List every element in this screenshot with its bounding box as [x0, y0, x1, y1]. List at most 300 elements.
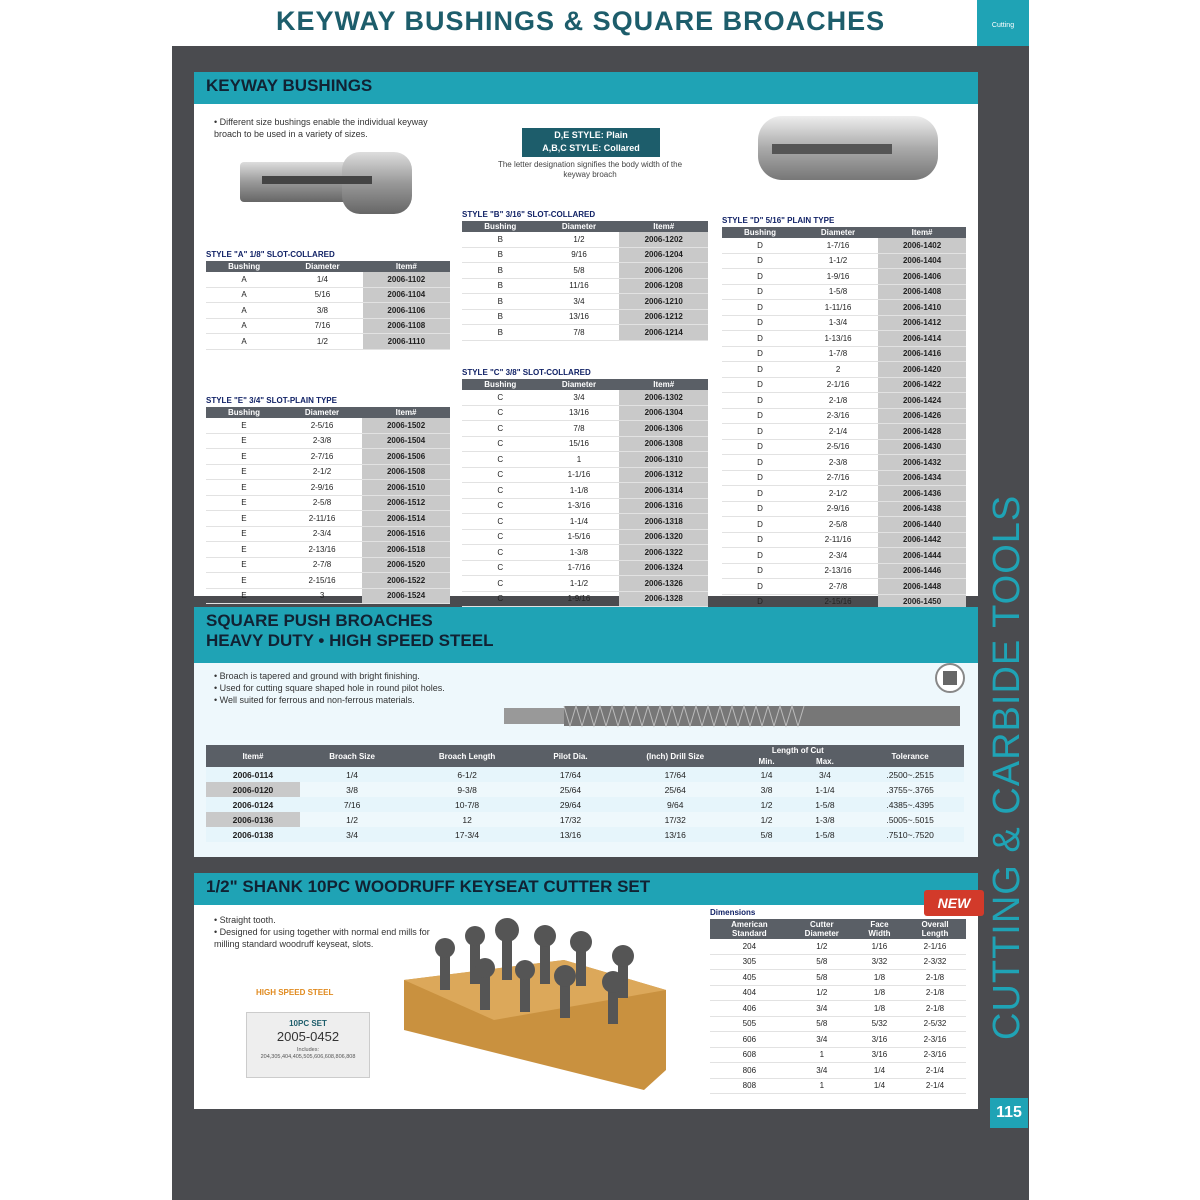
standard-cell: 808	[710, 1078, 789, 1094]
face-width-cell: 1/8	[855, 970, 904, 986]
table-row	[722, 439, 966, 455]
bushing-cell: C	[462, 576, 539, 592]
bushing-cell: E	[206, 542, 282, 558]
table-row	[462, 405, 708, 421]
item-number-cell: 2006-1524	[362, 588, 450, 604]
min-cell: 1/4	[739, 767, 793, 782]
keyway-bullet: • Different size bushings enable the individual keyway broach to be used in a variety of sizes.	[214, 117, 428, 139]
diameter-cell: 2-5/8	[798, 517, 878, 533]
item-number-cell: 2006-1412	[878, 315, 966, 331]
item-number-cell: 2006-1328	[619, 591, 708, 607]
diameter-cell: 3/4	[539, 390, 620, 405]
item-number-cell: 2006-1434	[878, 470, 966, 486]
table-row	[722, 424, 966, 440]
diameter-cell: 5/8	[539, 263, 620, 279]
face-width-cell: 3/32	[855, 954, 904, 970]
item-number-cell: 2006-1446	[878, 563, 966, 579]
set-item-box	[246, 1012, 370, 1078]
table-row	[722, 548, 966, 564]
diameter-cell: 15/16	[539, 436, 620, 452]
bushing-cell: C	[462, 560, 539, 576]
bushing-header: Bushing	[722, 227, 798, 238]
diameter-cell: 3/8	[282, 303, 362, 319]
item-number-cell: 2006-1442	[878, 532, 966, 548]
broach-size-cell: 1/4	[300, 767, 404, 782]
diameter-cell: 2-13/16	[798, 563, 878, 579]
face-width-cell: 5/32	[855, 1016, 904, 1032]
diameter-cell: 13/16	[539, 405, 620, 421]
diameter-header: Diameter	[539, 379, 620, 390]
table-row	[206, 557, 450, 573]
bushing-cell: D	[722, 393, 798, 409]
bushing-cell: A	[206, 287, 282, 303]
broach-length-cell: 17-3/4	[404, 827, 530, 842]
style-legend-plain: D,E STYLE: Plain	[554, 130, 628, 140]
item-number-cell: 2006-1326	[619, 576, 708, 592]
table-row	[462, 421, 708, 437]
table-row	[710, 1063, 966, 1079]
bushing-cell: D	[722, 594, 798, 610]
bushing-cell: A	[206, 303, 282, 319]
pilot-header: Pilot Dia.	[530, 745, 611, 767]
overall-length-cell: 2-1/8	[904, 1001, 966, 1017]
size-header: Broach Size	[300, 745, 404, 767]
broach-length-cell: 12	[462, 814, 472, 825]
item-number-cell: 2006-1422	[878, 377, 966, 393]
face-width-cell: 1/8	[855, 1001, 904, 1017]
tolerance-cell: .5005~.5015	[886, 814, 934, 825]
face-width-cell: 3/16	[855, 1032, 904, 1048]
face-width-cell: 1/16	[855, 939, 904, 954]
square-broaches-subtitle: HEAVY DUTY • HIGH SPEED STEEL	[206, 631, 494, 650]
face-width-header: Face Width	[855, 919, 904, 939]
set-label: 10PC SET	[289, 1019, 327, 1028]
table-row	[462, 529, 708, 545]
page-number: 115	[990, 1098, 1028, 1128]
item-number-cell: 2006-1444	[878, 548, 966, 564]
item-number-cell: 2006-1424	[878, 393, 966, 409]
table-row	[206, 287, 450, 303]
diameter-cell: 2-3/16	[798, 408, 878, 424]
table-row	[710, 1047, 966, 1063]
table-row	[462, 390, 708, 405]
bushing-cell: E	[206, 464, 282, 480]
overall-length-cell: 2-1/4	[904, 1063, 966, 1079]
table-row	[206, 526, 450, 542]
bushing-cell: C	[462, 545, 539, 561]
table-row	[206, 480, 450, 496]
diameter-header: Diameter	[282, 407, 362, 418]
item-number-cell: 2006-1510	[362, 480, 450, 496]
diameter-cell: 2-7/8	[798, 579, 878, 595]
table-row	[206, 464, 450, 480]
style-legend-collared: A,B,C STYLE: Collared	[542, 143, 640, 153]
bushing-cell: B	[462, 309, 539, 325]
item-number-cell: 2006-1448	[878, 579, 966, 595]
item-number-cell: 2006-1432	[878, 455, 966, 471]
overall-length-cell: 2-5/32	[904, 1016, 966, 1032]
table-row	[710, 954, 966, 970]
table-row	[722, 579, 966, 595]
bushing-cell: D	[722, 315, 798, 331]
bushing-cell: A	[206, 272, 282, 287]
table-row	[722, 362, 966, 378]
pilot-dia-cell: 25/64	[559, 784, 582, 795]
diameter-cell: 3	[282, 588, 362, 604]
table-header-row	[462, 379, 708, 390]
keyway-bushings-title: KEYWAY BUSHINGS	[194, 72, 978, 104]
overall-length-cell: 2-1/8	[904, 985, 966, 1001]
diameter-cell: 1-5/16	[539, 529, 620, 545]
table-row	[206, 827, 964, 842]
item-number-cell: 2006-1110	[363, 334, 450, 350]
table-row	[462, 263, 708, 279]
bushing-header: Bushing	[462, 221, 539, 232]
bushing-cell: D	[722, 269, 798, 285]
item-number-cell: 2006-1104	[363, 287, 450, 303]
standard-cell: 608	[710, 1047, 789, 1063]
drill-header: (Inch) Drill Size	[611, 745, 739, 767]
bushing-cell: B	[462, 294, 539, 310]
bushing-cell: E	[206, 526, 282, 542]
max-cell: 1-3/8	[815, 814, 835, 825]
table-row	[710, 985, 966, 1001]
item-number-cell: 2006-1108	[363, 318, 450, 334]
diameter-cell: 1-1/2	[539, 576, 620, 592]
overall-length-cell: 2-1/4	[904, 1078, 966, 1094]
pilot-dia-cell: 17/64	[530, 767, 611, 782]
item-number-cell: 2006-1420	[878, 362, 966, 378]
table-row	[722, 377, 966, 393]
table-row	[722, 331, 966, 347]
table-row	[206, 573, 450, 589]
style-legend-note: The letter designation signifies the body width of the keyway broach	[497, 160, 683, 179]
table-row	[462, 247, 708, 263]
diameter-cell: 2-1/2	[798, 486, 878, 502]
diameter-cell: 1-3/8	[539, 545, 620, 561]
woodruff-bullet: • Designed for using together with normal end mills for milling standard woodruff keyseat, slots.	[214, 927, 430, 949]
table-row	[710, 939, 966, 954]
bushing-cell: D	[722, 532, 798, 548]
item-number-cell: 2006-0138	[206, 827, 300, 842]
table-header-row	[462, 221, 708, 232]
bushing-cell: C	[462, 467, 539, 483]
table-row	[462, 232, 708, 247]
item-number-cell: 2006-1430	[878, 439, 966, 455]
table-row	[462, 514, 708, 530]
item-number-cell: 2006-0114	[206, 767, 300, 782]
standard-cell: 405	[710, 970, 789, 986]
table-row	[722, 238, 966, 253]
style-legend-box	[522, 128, 660, 157]
item-number-cell: 2006-1212	[619, 309, 708, 325]
bushing-cell: D	[722, 470, 798, 486]
drill-size-cell: 25/64	[664, 784, 686, 795]
table-row	[710, 970, 966, 986]
section-tab-label: Cutting	[991, 22, 1015, 29]
bushing-cell: E	[206, 511, 282, 527]
bushing-cell: B	[462, 247, 539, 263]
bushing-cell: E	[206, 495, 282, 511]
broach-length-cell: 6-1/2	[404, 767, 530, 782]
standard-cell: 606	[710, 1032, 789, 1048]
bushing-cell: C	[462, 421, 539, 437]
diameter-cell: 1-9/16	[798, 269, 878, 285]
diameter-cell: 1-3/4	[798, 315, 878, 331]
min-header: Min.	[739, 756, 793, 767]
item-number-cell: 2006-1314	[619, 483, 708, 499]
table-header-row	[710, 919, 966, 939]
item-number-cell: 2006-1214	[619, 325, 708, 341]
square-bullet: • Broach is tapered and ground with bright finishing.	[214, 671, 420, 681]
bushing-collared-image	[232, 150, 422, 220]
tolerance-cell: .3755~.3765	[886, 784, 934, 795]
length-of-cut-header: Length of Cut	[739, 745, 856, 756]
table-row	[206, 511, 450, 527]
table-row	[722, 501, 966, 517]
overall-length-header: Overall Length	[904, 919, 966, 939]
table-row	[462, 483, 708, 499]
style-d-table	[722, 227, 966, 626]
item-number-cell: 2006-1450	[878, 594, 966, 610]
item-number-cell: 2006-1204	[619, 247, 708, 263]
bushing-cell: A	[206, 318, 282, 334]
bushing-cell: D	[722, 548, 798, 564]
diameter-cell: 2	[798, 362, 878, 378]
diameter-cell: 1/2	[539, 232, 620, 247]
page-title: KEYWAY BUSHINGS & SQUARE BROACHES	[276, 6, 886, 36]
bushing-cell: C	[462, 591, 539, 607]
min-cell: 1/2	[739, 797, 793, 812]
item-number-cell: 2006-1438	[878, 501, 966, 517]
diameter-cell: 2-7/16	[282, 449, 362, 465]
item-header: Item#	[619, 379, 708, 390]
drill-size-cell: 13/16	[611, 827, 739, 842]
diameter-cell: 2-7/16	[798, 470, 878, 486]
table-row	[722, 393, 966, 409]
item-number-cell: 2006-1316	[619, 498, 708, 514]
diameter-cell: 1-3/16	[539, 498, 620, 514]
table-row	[710, 1001, 966, 1017]
pilot-dia-cell: 17/32	[559, 814, 582, 825]
diameter-header: Diameter	[539, 221, 620, 232]
max-header: Max.	[794, 756, 857, 767]
diameter-cell: 3/4	[539, 294, 620, 310]
bushing-cell: D	[722, 377, 798, 393]
style-e-table	[206, 407, 450, 604]
item-number-cell: 2006-1102	[363, 272, 450, 287]
square-broach-image	[504, 700, 964, 732]
diameter-cell: 1-1/2	[798, 253, 878, 269]
item-number-cell: 2006-1318	[619, 514, 708, 530]
bushing-cell: D	[722, 563, 798, 579]
diameter-cell: 1-9/16	[539, 591, 620, 607]
item-number-cell: 2006-1210	[619, 294, 708, 310]
table-row	[206, 812, 964, 827]
item-number-cell: 2006-1504	[362, 433, 450, 449]
item-number-cell: 2006-1414	[878, 331, 966, 347]
diameter-cell: 2-13/16	[282, 542, 362, 558]
bushing-cell: D	[722, 501, 798, 517]
item-number-cell: 2006-1404	[878, 253, 966, 269]
item-number-cell: 2006-1516	[362, 526, 450, 542]
style-c-table	[462, 379, 708, 607]
item-number-cell: 2006-1306	[619, 421, 708, 437]
cutter-diameter-cell: 1	[789, 1047, 855, 1063]
tolerance-header: Tolerance	[856, 745, 964, 767]
bushing-cell: C	[462, 529, 539, 545]
item-header: Item#	[362, 407, 450, 418]
min-cell: 1/2	[760, 814, 773, 825]
diameter-cell: 2-5/16	[282, 418, 362, 433]
face-width-cell: 1/4	[855, 1063, 904, 1079]
diameter-cell: 13/16	[539, 309, 620, 325]
style-a-caption: STYLE "A" 1/8" SLOT-COLLARED	[206, 250, 335, 259]
style-a-table	[206, 261, 450, 350]
style-b-caption: STYLE "B" 3/16" SLOT-COLLARED	[462, 210, 596, 219]
table-row	[710, 1016, 966, 1032]
cutter-diameter-header: Cutter Diameter	[789, 919, 855, 939]
diameter-cell: 2-3/8	[798, 455, 878, 471]
table-row	[462, 294, 708, 310]
bushing-cell: D	[722, 579, 798, 595]
square-broaches-title: SQUARE PUSH BROACHES	[206, 611, 433, 630]
standard-cell: 806	[710, 1063, 789, 1079]
tolerance-cell: .4385~.4395	[856, 797, 964, 812]
bushing-cell: D	[722, 486, 798, 502]
table-row	[206, 334, 450, 350]
bushing-cell: C	[462, 498, 539, 514]
min-cell: 3/8	[760, 784, 773, 795]
table-row	[722, 486, 966, 502]
item-number-cell: 2006-1320	[619, 529, 708, 545]
table-row	[462, 545, 708, 561]
overall-length-cell: 2-3/16	[904, 1047, 966, 1063]
table-row	[206, 495, 450, 511]
overall-length-cell: 2-3/16	[904, 1032, 966, 1048]
bushing-cell: C	[462, 483, 539, 499]
diameter-header: Diameter	[798, 227, 878, 238]
diameter-header: Diameter	[282, 261, 362, 272]
bushing-cell: D	[722, 455, 798, 471]
tolerance-cell: .7510~.7520	[856, 827, 964, 842]
bushing-cell: D	[722, 346, 798, 362]
diameter-cell: 2-1/16	[798, 377, 878, 393]
table-row	[462, 436, 708, 452]
cutter-diameter-cell: 3/4	[789, 1063, 855, 1079]
item-number-cell: 2006-1402	[878, 238, 966, 253]
diameter-cell: 2-5/16	[798, 439, 878, 455]
item-number-cell: 2006-1312	[619, 467, 708, 483]
broach-size-cell: 1/2	[346, 814, 358, 825]
table-row	[206, 797, 964, 812]
table-row	[722, 346, 966, 362]
square-bullet: • Used for cutting square shaped hole in round pilot holes.	[214, 683, 445, 693]
woodruff-bullets	[214, 914, 434, 950]
bushing-cell: D	[722, 408, 798, 424]
diameter-cell: 2-1/2	[282, 464, 362, 480]
item-number-cell: 2006-1106	[363, 303, 450, 319]
style-c-caption: STYLE "C" 3/8" SLOT-COLLARED	[462, 368, 591, 377]
table-row	[722, 284, 966, 300]
table-row	[206, 272, 450, 287]
table-row	[206, 318, 450, 334]
table-row	[710, 1078, 966, 1094]
item-number-cell: 2006-1518	[362, 542, 450, 558]
diameter-cell: 5/16	[282, 287, 362, 303]
table-row	[722, 253, 966, 269]
table-row	[462, 498, 708, 514]
square-broaches-table	[206, 745, 964, 842]
square-bullets	[214, 670, 514, 706]
table-row	[722, 532, 966, 548]
new-badge: NEW	[924, 890, 984, 916]
diameter-cell: 2-11/16	[282, 511, 362, 527]
bushing-cell: D	[722, 439, 798, 455]
table-row	[722, 315, 966, 331]
square-hole-icon	[934, 662, 966, 694]
item-number-cell: 2006-1426	[878, 408, 966, 424]
bushing-cell: D	[722, 253, 798, 269]
table-row	[462, 309, 708, 325]
woodruff-title: 1/2" SHANK 10PC WOODRUFF KEYSEAT CUTTER SET	[194, 873, 978, 905]
dimensions-caption: Dimensions	[710, 908, 756, 917]
set-item-number: 2005-0452	[276, 1029, 340, 1044]
bushing-cell: E	[206, 480, 282, 496]
item-header: Item#	[363, 261, 450, 272]
diameter-cell: 1/2	[282, 334, 362, 350]
table-row	[722, 300, 966, 316]
diameter-cell: 2-9/16	[798, 501, 878, 517]
table-row	[206, 418, 450, 433]
standard-cell: 404	[710, 985, 789, 1001]
item-number-cell: 2006-1304	[619, 405, 708, 421]
item-number-cell: 2006-1206	[619, 263, 708, 279]
bushing-cell: C	[462, 452, 539, 468]
cutter-diameter-cell: 5/8	[789, 954, 855, 970]
bushing-cell: D	[722, 362, 798, 378]
table-row	[722, 408, 966, 424]
diameter-cell: 1-5/8	[798, 284, 878, 300]
broach-size-cell: 7/16	[300, 797, 404, 812]
diameter-cell: 1-1/8	[539, 483, 620, 499]
standard-header: American Standard	[710, 919, 789, 939]
style-d-caption: STYLE "D" 5/16" PLAIN TYPE	[722, 216, 835, 225]
length-header: Broach Length	[404, 745, 530, 767]
cutter-diameter-cell: 5/8	[789, 970, 855, 986]
bushing-cell: E	[206, 433, 282, 449]
table-row	[206, 449, 450, 465]
woodruff-dimensions-table	[710, 919, 966, 1094]
diameter-cell: 1	[539, 452, 620, 468]
diameter-cell: 1-7/16	[798, 238, 878, 253]
max-cell: 1-1/4	[815, 784, 835, 795]
bushing-cell: C	[462, 514, 539, 530]
table-row	[206, 767, 964, 782]
overall-length-cell: 2-3/32	[904, 954, 966, 970]
table-header-row	[206, 261, 450, 272]
diameter-cell: 2-3/4	[282, 526, 362, 542]
standard-cell: 204	[710, 939, 789, 954]
bushing-cell: E	[206, 557, 282, 573]
diameter-cell: 7/16	[282, 318, 362, 334]
item-number-cell: 2006-1506	[362, 449, 450, 465]
table-header-row	[722, 227, 966, 238]
overall-length-cell: 2-1/16	[904, 939, 966, 954]
cutter-diameter-cell: 1	[789, 1078, 855, 1094]
square-broaches-header	[194, 607, 978, 663]
hss-label: HIGH SPEED STEEL	[256, 988, 334, 997]
